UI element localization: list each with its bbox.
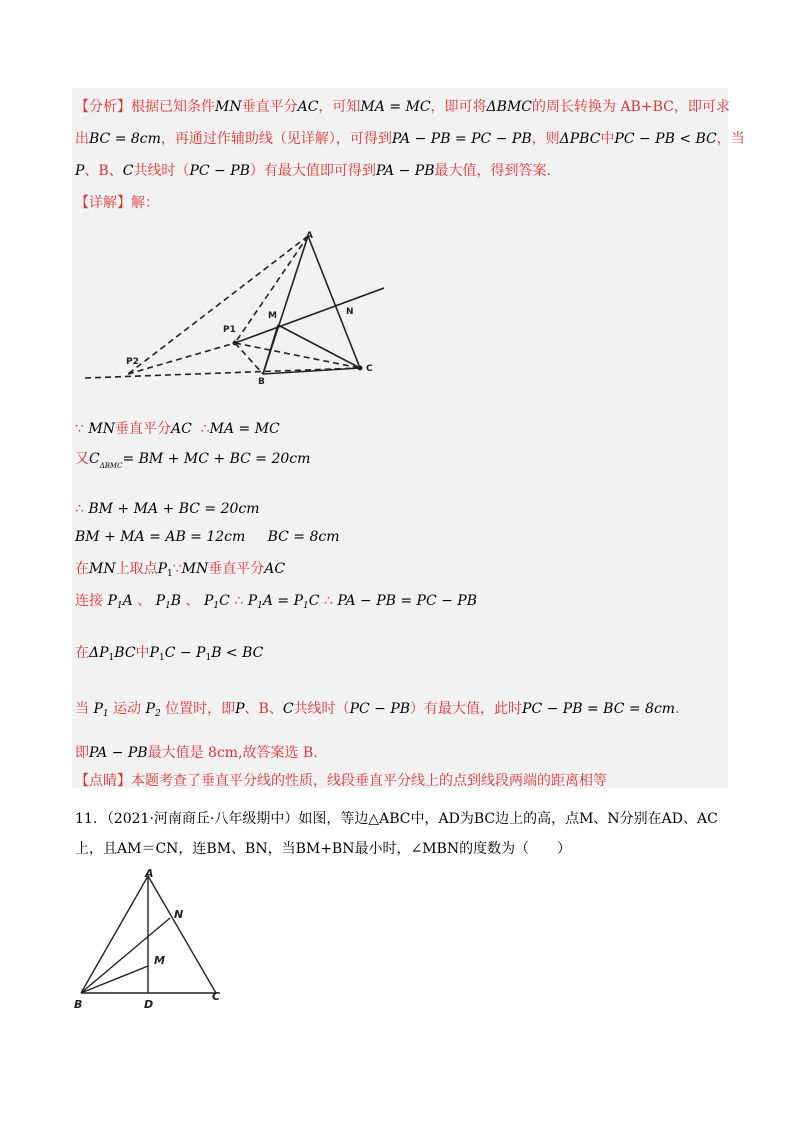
step-3: ∴ BM + MA + BC = 20cm	[75, 501, 260, 517]
label-m: M	[154, 954, 165, 967]
figure-1-diagram	[80, 228, 400, 388]
step-7: 在$\Delta P_1BC$中$P_1C - P_1B$ < BC	[75, 645, 264, 663]
point-c	[358, 366, 363, 371]
label-b: B	[258, 377, 265, 387]
label-a: A	[306, 231, 313, 241]
key-point: 【点睛】本题考查了垂直平分线的性质，线段垂直平分线上的点到线段两端的距离相等	[75, 773, 607, 789]
label-p2: P2	[126, 357, 139, 367]
dashed-p1-c	[235, 343, 360, 368]
label-a: A	[145, 867, 154, 880]
side-ab	[81, 876, 148, 993]
analysis-line-1: 【分析】根据已知条件MN垂直平分AC，可知MA = MC，即可将ΔBMC的周长转换为 AB+BC，即可求	[75, 99, 730, 115]
label-b: B	[74, 998, 83, 1011]
line-mn	[235, 288, 384, 343]
segment-bm	[81, 966, 148, 993]
dashed-a-p2	[128, 236, 308, 374]
step-5: 在MN上取点$P_1\because MN$垂直平分AC	[75, 561, 286, 579]
dashed-p2-p1	[128, 343, 235, 374]
analysis-line-2: 出BC = 8cm，再通过作辅助线（见详解），可得到PA − PB = PC − PB，则ΔPBC中PC − PB < BC，当	[75, 131, 745, 147]
solution-panel	[72, 88, 728, 788]
figure-2-diagram	[70, 866, 240, 1016]
segment-ac	[308, 236, 360, 368]
question-11-line-1: 11．（2021·河南商丘·八年级期中）如图，等边△ABC中，AD为BC边上的高，点M、N分别在AD、AC	[75, 811, 718, 827]
label-n: N	[346, 307, 354, 317]
label-m: M	[268, 311, 277, 321]
label-d: D	[144, 998, 154, 1011]
question-11-line-2: 上，且AM＝CN，连BM、BN，当BM+BN最小时，∠MBN的度数为（ ）	[75, 841, 572, 857]
side-ac	[148, 876, 216, 993]
step-8: 当 $P_1$ 运动 $P_2$ 位置时，即P、B、C共线时（PC − PB）有最大值，此时PC − PB = BC = 8cm.	[75, 701, 680, 719]
step-9: 即PA − PB最大值是 8cm,故答案选 B.	[75, 745, 318, 761]
point-p1	[233, 341, 238, 346]
dashed-line-through-b	[85, 368, 360, 378]
label-n: N	[174, 908, 184, 921]
label-c: C	[366, 364, 373, 374]
label-p1: P1	[223, 325, 236, 335]
step-4: BM + MA = AB = 12cm BC = 8cm	[75, 529, 340, 545]
segment-mc	[278, 325, 360, 368]
detail-label: 【详解】解：	[75, 195, 159, 211]
step-1: ∵ MN垂直平分AC ∴MA = MC	[75, 421, 280, 437]
step-6: 连接 $P_1A$ 、 $P_1B$ 、 $P_1C$ ∴ $P_1A = P_1C$ ∴ PA − PB = PC − PB	[75, 593, 477, 611]
label-c: C	[212, 990, 221, 1003]
dashed-a-p1	[235, 236, 308, 343]
analysis-line-3: P、B、C共线时（PC − PB）有最大值即可得到PA − PB最大值，得到答案.	[75, 163, 551, 179]
step-2: 又$C_{\Delta BMC}=$ BM + MC + BC = 20cm	[75, 451, 311, 470]
